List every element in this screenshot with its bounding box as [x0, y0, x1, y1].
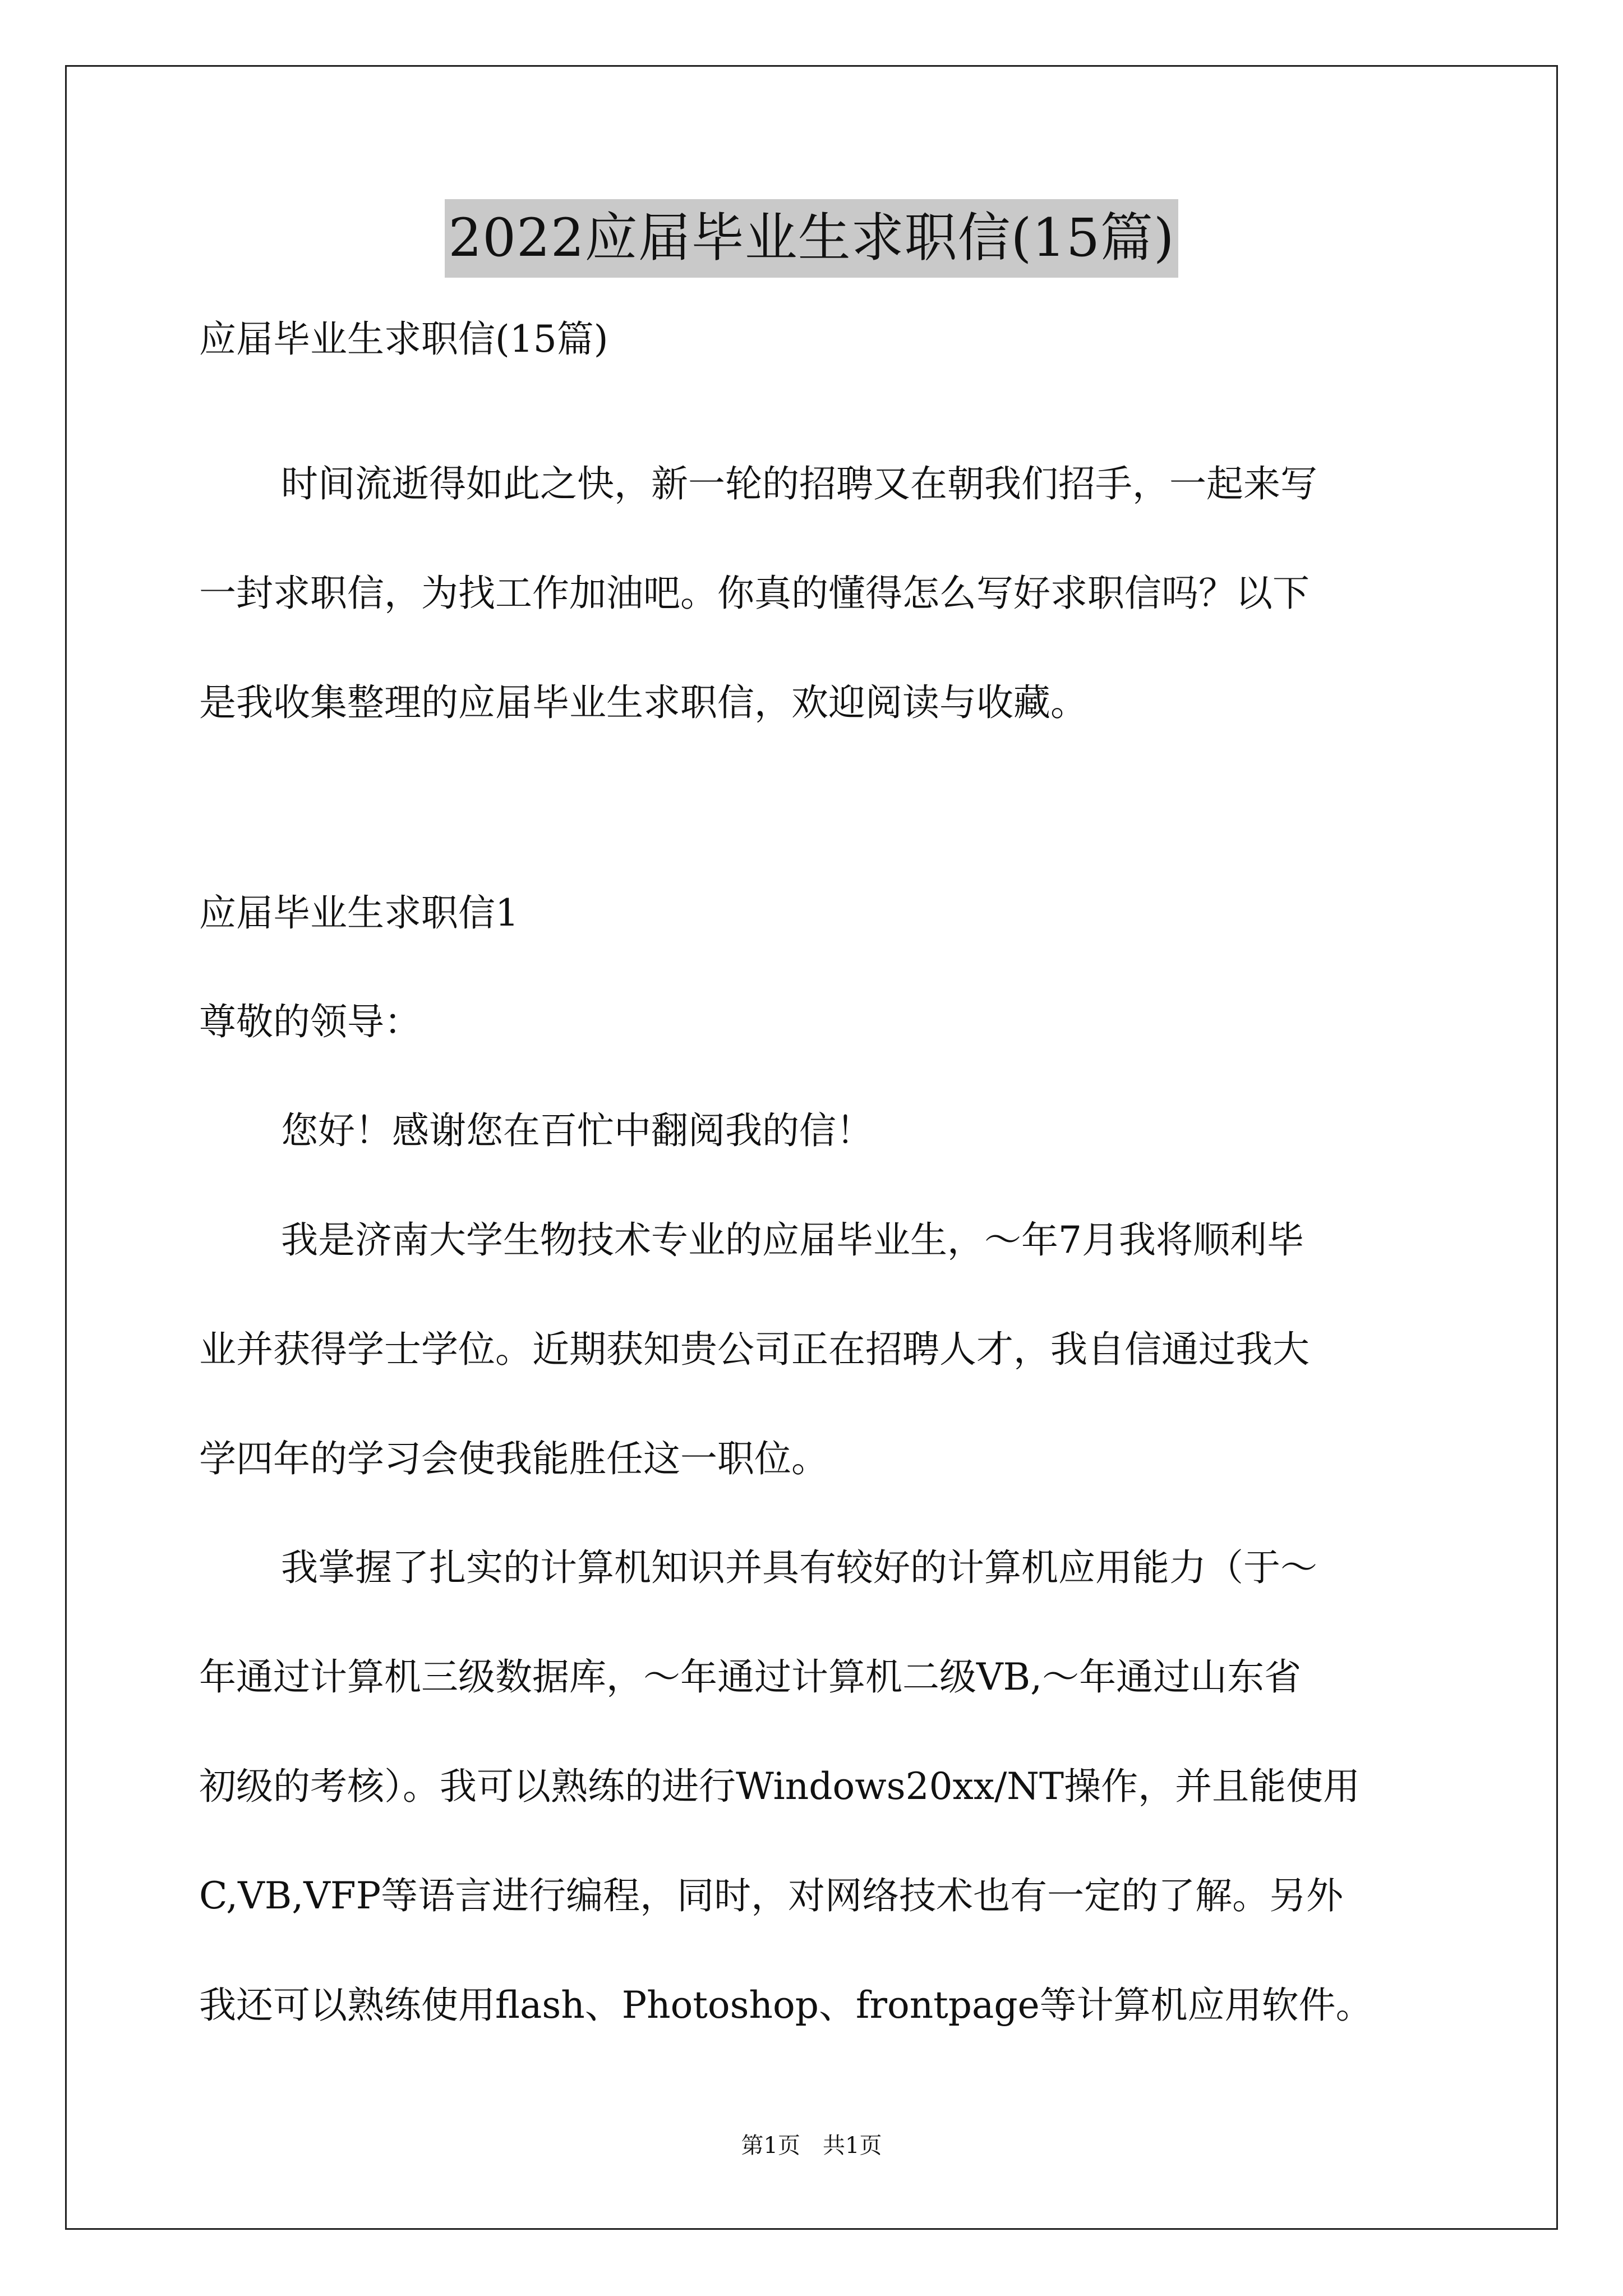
paragraph-line: 您好！感谢您在百忙中翻阅我的信！	[281, 1109, 873, 1152]
paragraph-line: 学四年的学习会使我能胜任这一职位。	[199, 1437, 828, 1480]
paragraph-line: 一封求职信，为找工作加油吧。你真的懂得怎么写好求职信吗？以下	[199, 572, 1310, 615]
paragraph-line: 我是济南大学生物技术专业的应届毕业生，～年7月我将顺利毕	[281, 1218, 1304, 1262]
paragraph-line: 是我收集整理的应届毕业生求职信，欢迎阅读与收藏。	[199, 681, 1087, 724]
document-title: 2022应届毕业生求职信(15篇)	[445, 199, 1178, 278]
paragraph-line: 业并获得学士学位。近期获知贵公司正在招聘人才，我自信通过我大	[199, 1328, 1310, 1371]
subtitle-line: 应届毕业生求职信(15篇)	[199, 318, 608, 361]
paragraph-line: C,VB,VFP等语言进行编程，同时，对网络技术也有一定的了解。另外	[199, 1874, 1344, 1917]
salutation-line: 尊敬的领导：	[199, 1000, 421, 1043]
paragraph-line: 我掌握了扎实的计算机知识并具有较好的计算机应用能力（于～	[281, 1546, 1317, 1589]
page-footer: 第1页 共1页	[741, 2133, 882, 2159]
paragraph-line: 我还可以熟练使用flash、Photoshop、frontpage等计算机应用软件。	[199, 1984, 1373, 2027]
paragraph-line: 初级的考核）。我可以熟练的进行Windows20xx/NT操作，并且能使用	[199, 1765, 1361, 1808]
section-heading: 应届毕业生求职信1	[199, 891, 519, 935]
title-container	[0, 199, 1623, 278]
paragraph-line: 年通过计算机三级数据库，～年通过计算机二级VB,～年通过山东省	[199, 1655, 1302, 1699]
paragraph-line: 时间流逝得如此之快，新一轮的招聘又在朝我们招手，一起来写	[281, 462, 1317, 505]
